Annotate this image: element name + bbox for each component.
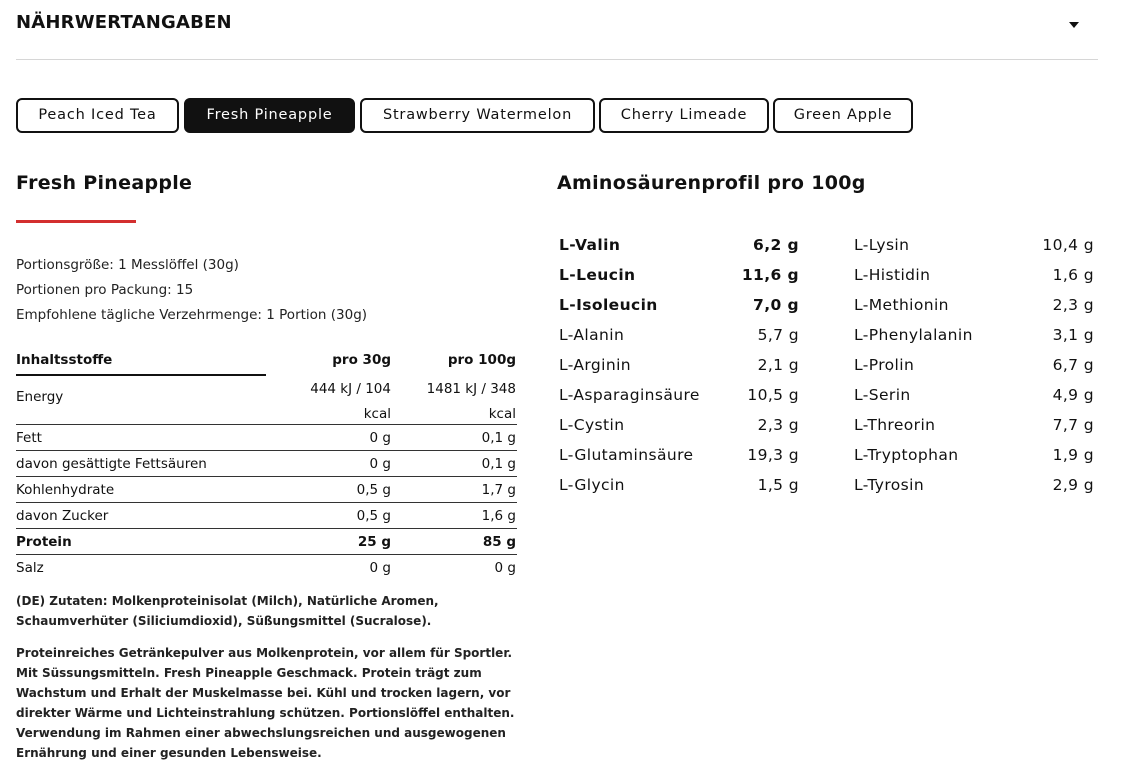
amino-value: 5,7 g [757, 326, 799, 344]
row-per-100g: 1481 kJ / 348 kcal [426, 381, 516, 422]
table-row [16, 425, 517, 451]
description-text: Proteinreiches Getränkepulver aus Molkenprotein, vor allem für Sportler. Mit Süssungsmitteln. Fresh Pineapple Geschmack. Protein trägt zum Wachstum und Erhalt der Muskelmasse bei. Kühl und trocken lagern, vor direkter Wärme und Lichteinstrahlung schützen. Portionslöffel enthalten. Verwendung im Rahmen einer abwechslungsreichen und ausgewogenen Ernährung und einer gesunden Lebensweise. [16, 646, 515, 760]
amino-value: 10,5 g [747, 386, 799, 404]
amino-name: L-Histidin [854, 266, 931, 284]
amino-value: 1,6 g [1052, 266, 1094, 284]
accordion-header[interactable] [16, 0, 1098, 60]
row-label: davon gesättigte Fettsäuren [16, 456, 207, 472]
amino-row [854, 356, 1094, 386]
amino-value: 19,3 g [747, 446, 799, 464]
amino-row [854, 446, 1094, 476]
amino-name: L-Serin [854, 386, 911, 404]
row-per-100g: 1,6 g [481, 508, 516, 524]
row-per-30g: 0 g [369, 430, 391, 446]
amino-name: L-Prolin [854, 356, 915, 374]
row-label: Fett [16, 430, 42, 446]
amino-column-left [559, 236, 799, 506]
amino-row [559, 386, 799, 416]
amino-row [854, 236, 1094, 266]
amino-value: 1,9 g [1052, 446, 1094, 464]
table-row [16, 503, 517, 529]
amino-row [854, 326, 1094, 356]
row-per-100g: 0 g [494, 560, 516, 576]
daily-intake: Empfohlene tägliche Verzehrmenge: 1 Portion (30g) [16, 307, 368, 323]
amino-row [559, 476, 799, 506]
amino-value: 3,1 g [1052, 326, 1094, 344]
tab-strawberry-watermelon[interactable]: Strawberry Watermelon [360, 98, 595, 133]
nutrition-table [16, 350, 517, 581]
row-label: Energy [16, 389, 64, 405]
row-per-100g: 85 g [482, 534, 516, 550]
amino-row [854, 296, 1094, 326]
amino-value: 4,9 g [1052, 386, 1094, 404]
table-row-protein [16, 529, 517, 555]
title-underline [16, 220, 136, 223]
tab-cherry-limeade[interactable]: Cherry Limeade [599, 98, 769, 133]
amino-row [854, 386, 1094, 416]
amino-row [854, 416, 1094, 446]
amino-name: L-Arginin [559, 356, 632, 374]
amino-row [559, 356, 799, 386]
amino-name: L-Valin [559, 236, 621, 254]
serving-size: Portionsgröße: 1 Messlöffel (30g) [16, 257, 239, 273]
amino-row [854, 266, 1094, 296]
header-per-100g: pro 100g [447, 352, 516, 368]
amino-name: L-Leucin [559, 266, 636, 284]
amino-value: 6,7 g [1052, 356, 1094, 374]
amino-row [559, 446, 799, 476]
amino-value: 1,5 g [757, 476, 799, 494]
row-per-100g: 0,1 g [481, 430, 516, 446]
amino-value: 7,0 g [753, 296, 799, 314]
tab-fresh-pineapple[interactable]: Fresh Pineapple [184, 98, 355, 133]
amino-row [559, 236, 799, 266]
amino-value: 7,7 g [1052, 416, 1094, 434]
amino-name: L-Threorin [854, 416, 936, 434]
amino-name: L-Isoleucin [559, 296, 658, 314]
row-per-30g: 25 g [357, 534, 391, 550]
amino-row [559, 326, 799, 356]
row-per-30g: 0,5 g [356, 508, 391, 524]
amino-value: 2,9 g [1052, 476, 1094, 494]
amino-name: L-Alanin [559, 326, 625, 344]
row-label: Salz [16, 560, 44, 576]
amino-value: 11,6 g [741, 266, 799, 284]
row-per-100g: 1,7 g [481, 482, 516, 498]
amino-value: 2,3 g [1052, 296, 1094, 314]
row-label: davon Zucker [16, 508, 109, 524]
amino-name: L-Phenylalanin [854, 326, 973, 344]
header-per-30g: pro 30g [332, 352, 391, 368]
amino-name: L-Cystin [559, 416, 625, 434]
table-header [16, 350, 517, 375]
amino-name: L-Lysin [854, 236, 910, 254]
ingredients-text: (DE) Zutaten: Molkenproteinisolat (Milch), Natürliche Aromen, Schaumverhüter (Siliciumdioxid), Süßungsmittel (Sucralose). [16, 594, 439, 628]
tab-peach-iced-tea[interactable]: Peach Iced Tea [16, 98, 179, 133]
amino-name: L-Tryptophan [854, 446, 959, 464]
amino-row [559, 416, 799, 446]
header-ingredients: Inhaltsstoffe [16, 352, 113, 368]
amino-name: L-Methionin [854, 296, 949, 314]
table-row [16, 555, 517, 581]
row-per-30g: 0 g [369, 456, 391, 472]
caret-down-icon[interactable] [1069, 22, 1079, 28]
tab-green-apple[interactable]: Green Apple [773, 98, 913, 133]
row-per-30g: 0 g [369, 560, 391, 576]
amino-name: L-Glycin [559, 476, 625, 494]
amino-value: 2,3 g [757, 416, 799, 434]
amino-name: L-Glutaminsäure [559, 446, 694, 464]
amino-name: L-Tyrosin [854, 476, 925, 494]
amino-value: 6,2 g [753, 236, 799, 254]
row-label: Kohlenhydrate [16, 482, 115, 498]
amino-value: 2,1 g [757, 356, 799, 374]
table-row-energy [16, 375, 517, 425]
amino-row [559, 296, 799, 326]
row-per-30g: 444 kJ / 104 kcal [310, 381, 391, 422]
row-label: Protein [16, 534, 72, 550]
amino-value: 10,4 g [1042, 236, 1094, 254]
amino-row [854, 476, 1094, 506]
table-row [16, 451, 517, 477]
table-row [16, 477, 517, 503]
amino-column-right [854, 236, 1094, 506]
row-per-100g: 0,1 g [481, 456, 516, 472]
section-title: NÄHRWERTANGABEN [16, 12, 232, 33]
amino-name: L-Asparaginsäure [559, 386, 700, 404]
row-per-30g: 0,5 g [356, 482, 391, 498]
servings-per-pack: Portionen pro Packung: 15 [16, 282, 194, 298]
amino-row [559, 266, 799, 296]
product-title: Fresh Pineapple [16, 172, 193, 194]
amino-title: Aminosäurenprofil pro 100g [557, 172, 866, 194]
